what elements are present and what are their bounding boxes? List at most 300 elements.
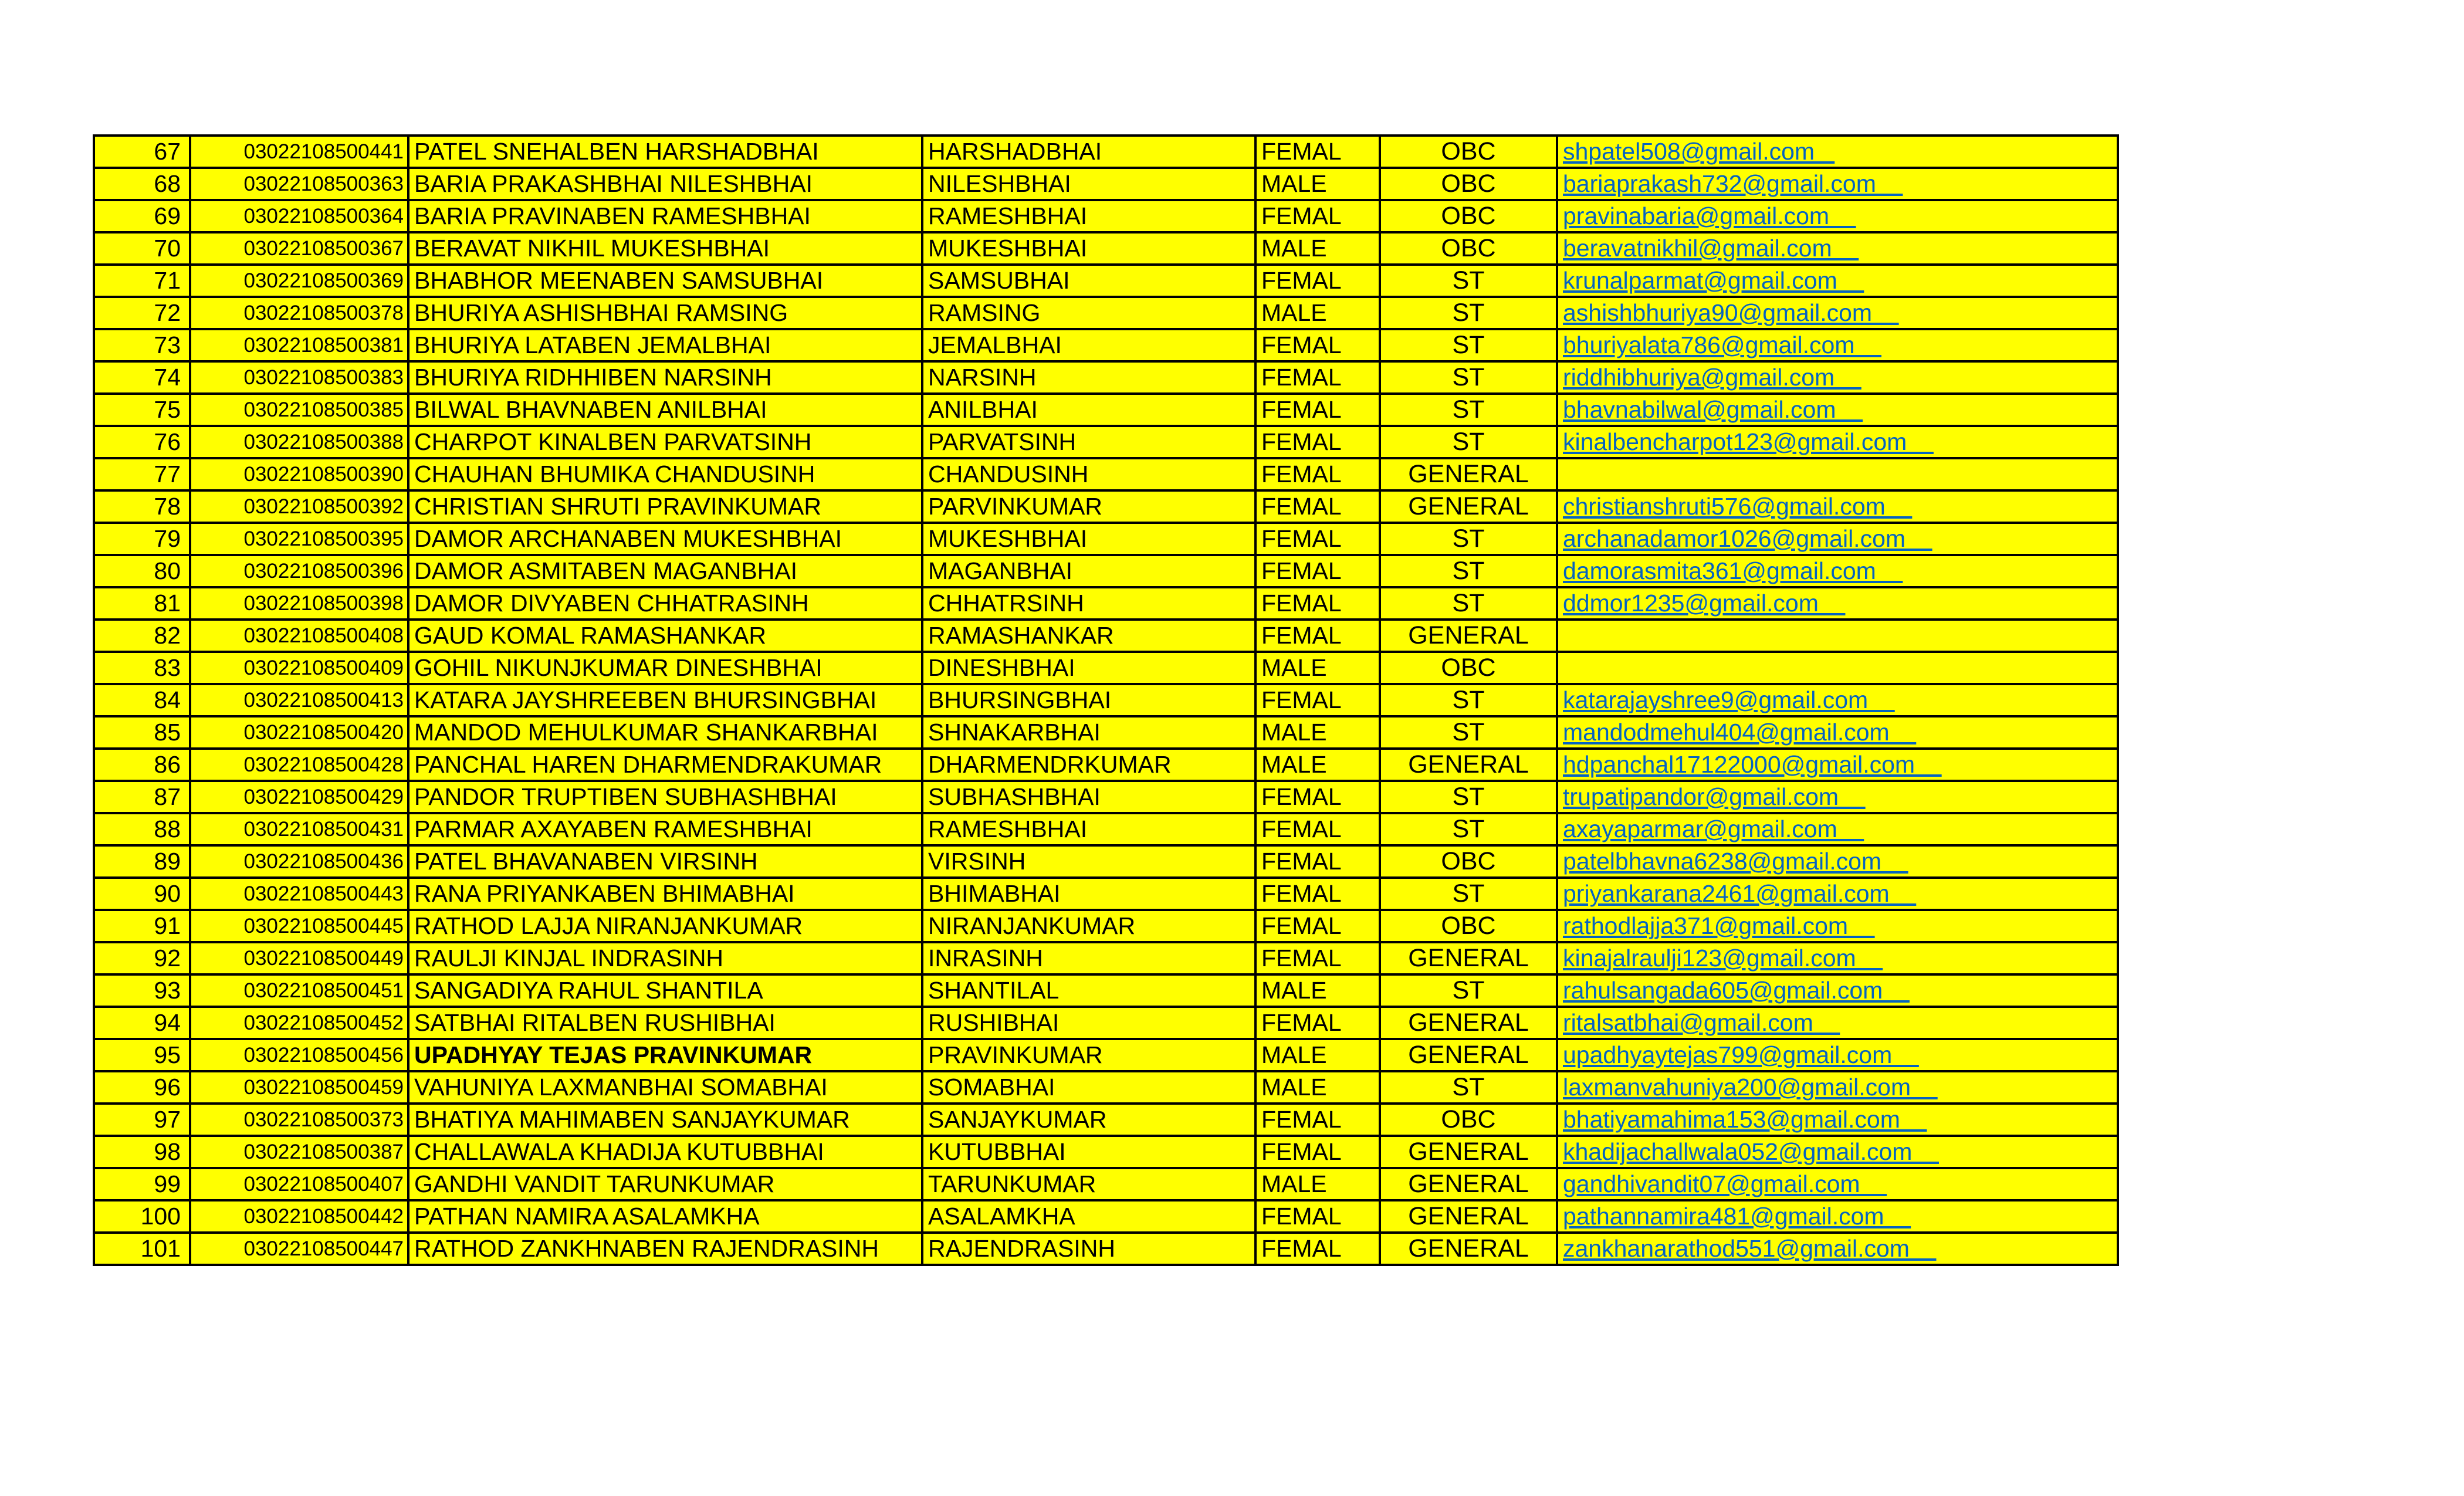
student-name-cell: UPADHYAY TEJAS PRAVINKUMAR: [408, 1039, 922, 1071]
roll-number-cell: 03022108500373: [190, 1104, 408, 1136]
father-name-cell: PARVINKUMAR: [922, 490, 1255, 523]
serial-number-cell: 87: [94, 781, 190, 813]
roll-number-cell: 03022108500369: [190, 265, 408, 297]
student-name-cell: DAMOR ASMITABEN MAGANBHAI: [408, 555, 922, 587]
email-link[interactable]: kinajalraulji123@gmail.com: [1563, 945, 1883, 972]
category-cell: ST: [1380, 716, 1557, 749]
category-cell: ST: [1380, 265, 1557, 297]
student-table: [93, 134, 2119, 1266]
roll-number-cell: 03022108500381: [190, 329, 408, 361]
gender-cell: FEMAL: [1255, 265, 1380, 297]
roll-number-cell: 03022108500409: [190, 652, 408, 684]
roll-number-cell: 03022108500378: [190, 297, 408, 329]
email-link[interactable]: pravinabaria@gmail.com: [1563, 202, 1856, 229]
category-cell: GENERAL: [1380, 1200, 1557, 1233]
roll-number-cell: 03022108500396: [190, 555, 408, 587]
student-name-cell: PANDOR TRUPTIBEN SUBHASHBHAI: [408, 781, 922, 813]
email-cell: [1557, 1168, 2118, 1200]
serial-number-cell: 82: [94, 620, 190, 652]
serial-number-cell: 84: [94, 684, 190, 716]
father-name-cell: RAMASHANKAR: [922, 620, 1255, 652]
father-name-cell: SHANTILAL: [922, 974, 1255, 1007]
father-name-cell: NIRANJANKUMAR: [922, 910, 1255, 942]
serial-number-cell: 92: [94, 942, 190, 974]
gender-cell: FEMAL: [1255, 1007, 1380, 1039]
table-row: [94, 652, 2118, 684]
student-name-cell: MANDOD MEHULKUMAR SHANKARBHAI: [408, 716, 922, 749]
father-name-cell: RAMESHBHAI: [922, 200, 1255, 232]
email-link[interactable]: trupatipandor@gmail.com: [1563, 783, 1866, 810]
serial-number-cell: 69: [94, 200, 190, 232]
email-link[interactable]: upadhyaytejas799@gmail.com: [1563, 1041, 1919, 1068]
table-row: [94, 555, 2118, 587]
category-cell: ST: [1380, 587, 1557, 620]
father-name-cell: SUBHASHBHAI: [922, 781, 1255, 813]
serial-number-cell: 85: [94, 716, 190, 749]
email-link[interactable]: bhuriyalata786@gmail.com: [1563, 331, 1881, 358]
email-link[interactable]: hdpanchal17122000@gmail.com: [1563, 751, 1942, 778]
email-cell: [1557, 845, 2118, 878]
student-name-cell: PATEL SNEHALBEN HARSHADBHAI: [408, 136, 922, 168]
student-name-cell: BHABHOR MEENABEN SAMSUBHAI: [408, 265, 922, 297]
gender-cell: FEMAL: [1255, 200, 1380, 232]
email-link[interactable]: ashishbhuriya90@gmail.com: [1563, 299, 1899, 326]
email-link[interactable]: kinalbencharpot123@gmail.com: [1563, 428, 1934, 455]
serial-number-cell: 94: [94, 1007, 190, 1039]
gender-cell: MALE: [1255, 297, 1380, 329]
table-row: [94, 845, 2118, 878]
category-cell: OBC: [1380, 200, 1557, 232]
gender-cell: FEMAL: [1255, 1200, 1380, 1233]
email-link[interactable]: riddhibhuriya@gmail.com: [1563, 364, 1861, 391]
email-cell: [1557, 684, 2118, 716]
table-row: [94, 749, 2118, 781]
roll-number-cell: 03022108500452: [190, 1007, 408, 1039]
email-cell: [1557, 1071, 2118, 1104]
email-link[interactable]: bhavnabilwal@gmail.com: [1563, 396, 1863, 423]
student-name-cell: BHURIYA RIDHHIBEN NARSINH: [408, 361, 922, 394]
student-name-cell: BILWAL BHAVNABEN ANILBHAI: [408, 394, 922, 426]
student-name-cell: BARIA PRAVINABEN RAMESHBHAI: [408, 200, 922, 232]
father-name-cell: SAMSUBHAI: [922, 265, 1255, 297]
category-cell: ST: [1380, 1071, 1557, 1104]
email-link[interactable]: patelbhavna6238@gmail.com: [1563, 848, 1908, 875]
email-cell: [1557, 329, 2118, 361]
roll-number-cell: 03022108500364: [190, 200, 408, 232]
gender-cell: FEMAL: [1255, 361, 1380, 394]
email-cell: [1557, 942, 2118, 974]
father-name-cell: SANJAYKUMAR: [922, 1104, 1255, 1136]
serial-number-cell: 101: [94, 1233, 190, 1265]
category-cell: ST: [1380, 361, 1557, 394]
email-link[interactable]: archanadamor1026@gmail.com: [1563, 525, 1932, 552]
student-name-cell: GAUD KOMAL RAMASHANKAR: [408, 620, 922, 652]
category-cell: ST: [1380, 555, 1557, 587]
student-name-cell: PARMAR AXAYABEN RAMESHBHAI: [408, 813, 922, 845]
serial-number-cell: 77: [94, 458, 190, 490]
serial-number-cell: 88: [94, 813, 190, 845]
serial-number-cell: 95: [94, 1039, 190, 1071]
serial-number-cell: 81: [94, 587, 190, 620]
father-name-cell: RAJENDRASINH: [922, 1233, 1255, 1265]
email-link[interactable]: pathannamira481@gmail.com: [1563, 1203, 1911, 1230]
father-name-cell: PARVATSINH: [922, 426, 1255, 458]
email-cell: [1557, 1039, 2118, 1071]
email-cell: [1557, 426, 2118, 458]
email-cell: [1557, 716, 2118, 749]
email-cell: [1557, 1200, 2118, 1233]
table-row: [94, 1200, 2118, 1233]
gender-cell: FEMAL: [1255, 426, 1380, 458]
table-row: [94, 523, 2118, 555]
roll-number-cell: 03022108500420: [190, 716, 408, 749]
category-cell: GENERAL: [1380, 942, 1557, 974]
email-cell: [1557, 200, 2118, 232]
roll-number-cell: 03022108500363: [190, 168, 408, 200]
gender-cell: FEMAL: [1255, 1104, 1380, 1136]
email-cell: [1557, 490, 2118, 523]
email-link[interactable]: krunalparmat@gmail.com: [1563, 267, 1864, 294]
email-cell: [1557, 265, 2118, 297]
roll-number-cell: 03022108500413: [190, 684, 408, 716]
email-cell: [1557, 523, 2118, 555]
category-cell: OBC: [1380, 1104, 1557, 1136]
gender-cell: FEMAL: [1255, 490, 1380, 523]
serial-number-cell: 68: [94, 168, 190, 200]
category-cell: OBC: [1380, 232, 1557, 265]
father-name-cell: BHURSINGBHAI: [922, 684, 1255, 716]
gender-cell: MALE: [1255, 974, 1380, 1007]
serial-number-cell: 90: [94, 878, 190, 910]
table-row: [94, 394, 2118, 426]
email-link[interactable]: damorasmita361@gmail.com: [1563, 557, 1903, 584]
category-cell: GENERAL: [1380, 1168, 1557, 1200]
category-cell: ST: [1380, 523, 1557, 555]
email-link[interactable]: beravatnikhil@gmail.com: [1563, 235, 1859, 262]
serial-number-cell: 97: [94, 1104, 190, 1136]
category-cell: OBC: [1380, 845, 1557, 878]
student-name-cell: GANDHI VANDIT TARUNKUMAR: [408, 1168, 922, 1200]
email-cell: [1557, 136, 2118, 168]
category-cell: GENERAL: [1380, 1136, 1557, 1168]
table-row: [94, 910, 2118, 942]
table-row: [94, 684, 2118, 716]
roll-number-cell: 03022108500390: [190, 458, 408, 490]
father-name-cell: NARSINH: [922, 361, 1255, 394]
category-cell: GENERAL: [1380, 1039, 1557, 1071]
email-link[interactable]: mandodmehul404@gmail.com: [1563, 719, 1917, 746]
email-cell: [1557, 620, 2118, 652]
email-link[interactable]: bhatiyamahima153@gmail.com: [1563, 1106, 1927, 1133]
table-row: [94, 490, 2118, 523]
gender-cell: FEMAL: [1255, 587, 1380, 620]
category-cell: OBC: [1380, 136, 1557, 168]
gender-cell: FEMAL: [1255, 684, 1380, 716]
table-row: [94, 1168, 2118, 1200]
father-name-cell: JEMALBHAI: [922, 329, 1255, 361]
student-name-cell: RANA PRIYANKABEN BHIMABHAI: [408, 878, 922, 910]
father-name-cell: CHHATRSINH: [922, 587, 1255, 620]
table-row: [94, 620, 2118, 652]
roll-number-cell: 03022108500367: [190, 232, 408, 265]
table-row: [94, 878, 2118, 910]
roll-number-cell: 03022108500451: [190, 974, 408, 1007]
father-name-cell: SHNAKARBHAI: [922, 716, 1255, 749]
email-cell: [1557, 813, 2118, 845]
category-cell: GENERAL: [1380, 1007, 1557, 1039]
father-name-cell: INRASINH: [922, 942, 1255, 974]
father-name-cell: CHANDUSINH: [922, 458, 1255, 490]
email-link[interactable]: khadijachallwala052@gmail.com: [1563, 1138, 1939, 1165]
roll-number-cell: 03022108500445: [190, 910, 408, 942]
gender-cell: FEMAL: [1255, 523, 1380, 555]
email-cell: [1557, 1233, 2118, 1265]
student-name-cell: CHAUHAN BHUMIKA CHANDUSINH: [408, 458, 922, 490]
roll-number-cell: 03022108500387: [190, 1136, 408, 1168]
roll-number-cell: 03022108500407: [190, 1168, 408, 1200]
gender-cell: MALE: [1255, 716, 1380, 749]
student-name-cell: SATBHAI RITALBEN RUSHIBHAI: [408, 1007, 922, 1039]
table-row: [94, 974, 2118, 1007]
gender-cell: FEMAL: [1255, 1233, 1380, 1265]
roll-number-cell: 03022108500429: [190, 781, 408, 813]
student-name-cell: BHATIYA MAHIMABEN SANJAYKUMAR: [408, 1104, 922, 1136]
table-row: [94, 329, 2118, 361]
gender-cell: MALE: [1255, 1039, 1380, 1071]
serial-number-cell: 91: [94, 910, 190, 942]
gender-cell: FEMAL: [1255, 555, 1380, 587]
email-cell: [1557, 168, 2118, 200]
father-name-cell: TARUNKUMAR: [922, 1168, 1255, 1200]
email-cell: [1557, 1007, 2118, 1039]
serial-number-cell: 98: [94, 1136, 190, 1168]
father-name-cell: NILESHBHAI: [922, 168, 1255, 200]
serial-number-cell: 73: [94, 329, 190, 361]
category-cell: ST: [1380, 813, 1557, 845]
table-row: [94, 1136, 2118, 1168]
gender-cell: FEMAL: [1255, 878, 1380, 910]
roll-number-cell: 03022108500456: [190, 1039, 408, 1071]
gender-cell: FEMAL: [1255, 329, 1380, 361]
email-cell: [1557, 394, 2118, 426]
gender-cell: FEMAL: [1255, 910, 1380, 942]
gender-cell: MALE: [1255, 232, 1380, 265]
email-cell: [1557, 1136, 2118, 1168]
category-cell: OBC: [1380, 168, 1557, 200]
student-name-cell: DAMOR DIVYABEN CHHATRASINH: [408, 587, 922, 620]
gender-cell: MALE: [1255, 1168, 1380, 1200]
father-name-cell: MUKESHBHAI: [922, 523, 1255, 555]
father-name-cell: MAGANBHAI: [922, 555, 1255, 587]
email-link[interactable]: rahulsangada605@gmail.com: [1563, 977, 1910, 1004]
gender-cell: FEMAL: [1255, 1136, 1380, 1168]
student-name-cell: PATHAN NAMIRA ASALAMKHA: [408, 1200, 922, 1233]
email-link[interactable]: rathodlajja371@gmail.com: [1563, 912, 1875, 939]
roll-number-cell: 03022108500449: [190, 942, 408, 974]
student-name-cell: BERAVAT NIKHIL MUKESHBHAI: [408, 232, 922, 265]
email-cell: [1557, 1104, 2118, 1136]
category-cell: ST: [1380, 426, 1557, 458]
table-row: [94, 716, 2118, 749]
email-link[interactable]: axayaparmar@gmail.com: [1563, 815, 1864, 842]
student-name-cell: GOHIL NIKUNJKUMAR DINESHBHAI: [408, 652, 922, 684]
table-row: [94, 136, 2118, 168]
father-name-cell: MUKESHBHAI: [922, 232, 1255, 265]
father-name-cell: VIRSINH: [922, 845, 1255, 878]
serial-number-cell: 80: [94, 555, 190, 587]
serial-number-cell: 83: [94, 652, 190, 684]
table-row: [94, 942, 2118, 974]
student-name-cell: DAMOR ARCHANABEN MUKESHBHAI: [408, 523, 922, 555]
category-cell: GENERAL: [1380, 749, 1557, 781]
serial-number-cell: 100: [94, 1200, 190, 1233]
table-row: [94, 200, 2118, 232]
roll-number-cell: 03022108500383: [190, 361, 408, 394]
student-name-cell: RAULJI KINJAL INDRASINH: [408, 942, 922, 974]
table-row: [94, 1233, 2118, 1265]
category-cell: GENERAL: [1380, 490, 1557, 523]
email-cell: [1557, 910, 2118, 942]
student-name-cell: BHURIYA LATABEN JEMALBHAI: [408, 329, 922, 361]
table-row: [94, 1039, 2118, 1071]
student-name-cell: BARIA PRAKASHBHAI NILESHBHAI: [408, 168, 922, 200]
father-name-cell: ANILBHAI: [922, 394, 1255, 426]
roll-number-cell: 03022108500441: [190, 136, 408, 168]
table-row: [94, 1007, 2118, 1039]
roll-number-cell: 03022108500442: [190, 1200, 408, 1233]
student-name-cell: RATHOD LAJJA NIRANJANKUMAR: [408, 910, 922, 942]
table-row: [94, 813, 2118, 845]
student-name-cell: CHRISTIAN SHRUTI PRAVINKUMAR: [408, 490, 922, 523]
student-name-cell: CHARPOT KINALBEN PARVATSINH: [408, 426, 922, 458]
serial-number-cell: 89: [94, 845, 190, 878]
roll-number-cell: 03022108500398: [190, 587, 408, 620]
student-name-cell: RATHOD ZANKHNABEN RAJENDRASINH: [408, 1233, 922, 1265]
email-cell: [1557, 555, 2118, 587]
father-name-cell: ASALAMKHA: [922, 1200, 1255, 1233]
email-cell: [1557, 458, 2118, 490]
category-cell: ST: [1380, 329, 1557, 361]
serial-number-cell: 75: [94, 394, 190, 426]
email-link[interactable]: laxmanvahuniya200@gmail.com: [1563, 1074, 1938, 1101]
serial-number-cell: 67: [94, 136, 190, 168]
serial-number-cell: 76: [94, 426, 190, 458]
student-name-cell: KATARA JAYSHREEBEN BHURSINGBHAI: [408, 684, 922, 716]
table-row: [94, 1071, 2118, 1104]
serial-number-cell: 96: [94, 1071, 190, 1104]
serial-number-cell: 70: [94, 232, 190, 265]
email-link[interactable]: priyankarana2461@gmail.com: [1563, 880, 1917, 907]
father-name-cell: SOMABHAI: [922, 1071, 1255, 1104]
serial-number-cell: 99: [94, 1168, 190, 1200]
gender-cell: FEMAL: [1255, 458, 1380, 490]
gender-cell: MALE: [1255, 652, 1380, 684]
serial-number-cell: 74: [94, 361, 190, 394]
category-cell: ST: [1380, 878, 1557, 910]
gender-cell: FEMAL: [1255, 394, 1380, 426]
email-cell: [1557, 297, 2118, 329]
category-cell: GENERAL: [1380, 620, 1557, 652]
roll-number-cell: 03022108500447: [190, 1233, 408, 1265]
email-link[interactable]: ddmor1235@gmail.com: [1563, 590, 1846, 617]
email-link[interactable]: ritalsatbhai@gmail.com: [1563, 1009, 1840, 1036]
email-cell: [1557, 781, 2118, 813]
category-cell: ST: [1380, 684, 1557, 716]
table-row: [94, 458, 2118, 490]
email-cell: [1557, 974, 2118, 1007]
student-name-cell: SANGADIYA RAHUL SHANTILA: [408, 974, 922, 1007]
category-cell: ST: [1380, 781, 1557, 813]
gender-cell: FEMAL: [1255, 620, 1380, 652]
roll-number-cell: 03022108500428: [190, 749, 408, 781]
serial-number-cell: 93: [94, 974, 190, 1007]
roll-number-cell: 03022108500388: [190, 426, 408, 458]
father-name-cell: BHIMABHAI: [922, 878, 1255, 910]
email-cell: [1557, 749, 2118, 781]
father-name-cell: RAMSING: [922, 297, 1255, 329]
father-name-cell: DINESHBHAI: [922, 652, 1255, 684]
category-cell: OBC: [1380, 910, 1557, 942]
roll-number-cell: 03022108500395: [190, 523, 408, 555]
email-cell: [1557, 232, 2118, 265]
email-link[interactable]: christianshruti576@gmail.com: [1563, 493, 1913, 520]
gender-cell: FEMAL: [1255, 942, 1380, 974]
father-name-cell: PRAVINKUMAR: [922, 1039, 1255, 1071]
table-body: [94, 136, 2118, 1265]
roll-number-cell: 03022108500459: [190, 1071, 408, 1104]
roll-number-cell: 03022108500443: [190, 878, 408, 910]
student-name-cell: VAHUNIYA LAXMANBHAI SOMABHAI: [408, 1071, 922, 1104]
gender-cell: MALE: [1255, 168, 1380, 200]
roll-number-cell: 03022108500408: [190, 620, 408, 652]
table-row: [94, 168, 2118, 200]
email-cell: [1557, 587, 2118, 620]
gender-cell: MALE: [1255, 1071, 1380, 1104]
serial-number-cell: 72: [94, 297, 190, 329]
serial-number-cell: 78: [94, 490, 190, 523]
student-name-cell: BHURIYA ASHISHBHAI RAMSING: [408, 297, 922, 329]
email-link[interactable]: zankhanarathod551@gmail.com: [1563, 1235, 1937, 1262]
table-row: [94, 426, 2118, 458]
email-link[interactable]: gandhivandit07@gmail.com: [1563, 1170, 1887, 1197]
serial-number-cell: 79: [94, 523, 190, 555]
serial-number-cell: 86: [94, 749, 190, 781]
roll-number-cell: 03022108500431: [190, 813, 408, 845]
email-link[interactable]: bariaprakash732@gmail.com: [1563, 170, 1903, 197]
table-row: [94, 361, 2118, 394]
email-cell: [1557, 652, 2118, 684]
serial-number-cell: 71: [94, 265, 190, 297]
table-row: [94, 781, 2118, 813]
gender-cell: FEMAL: [1255, 845, 1380, 878]
father-name-cell: RAMESHBHAI: [922, 813, 1255, 845]
father-name-cell: HARSHADBHAI: [922, 136, 1255, 168]
student-name-cell: CHALLAWALA KHADIJA KUTUBBHAI: [408, 1136, 922, 1168]
gender-cell: MALE: [1255, 749, 1380, 781]
roll-number-cell: 03022108500436: [190, 845, 408, 878]
email-link[interactable]: shpatel508@gmail.com: [1563, 138, 1835, 165]
table-row: [94, 297, 2118, 329]
category-cell: ST: [1380, 974, 1557, 1007]
student-name-cell: PANCHAL HAREN DHARMENDRAKUMAR: [408, 749, 922, 781]
gender-cell: FEMAL: [1255, 136, 1380, 168]
category-cell: GENERAL: [1380, 458, 1557, 490]
category-cell: ST: [1380, 297, 1557, 329]
father-name-cell: RUSHIBHAI: [922, 1007, 1255, 1039]
student-name-cell: PATEL BHAVANABEN VIRSINH: [408, 845, 922, 878]
email-link[interactable]: katarajayshree9@gmail.com: [1563, 686, 1895, 713]
category-cell: ST: [1380, 394, 1557, 426]
